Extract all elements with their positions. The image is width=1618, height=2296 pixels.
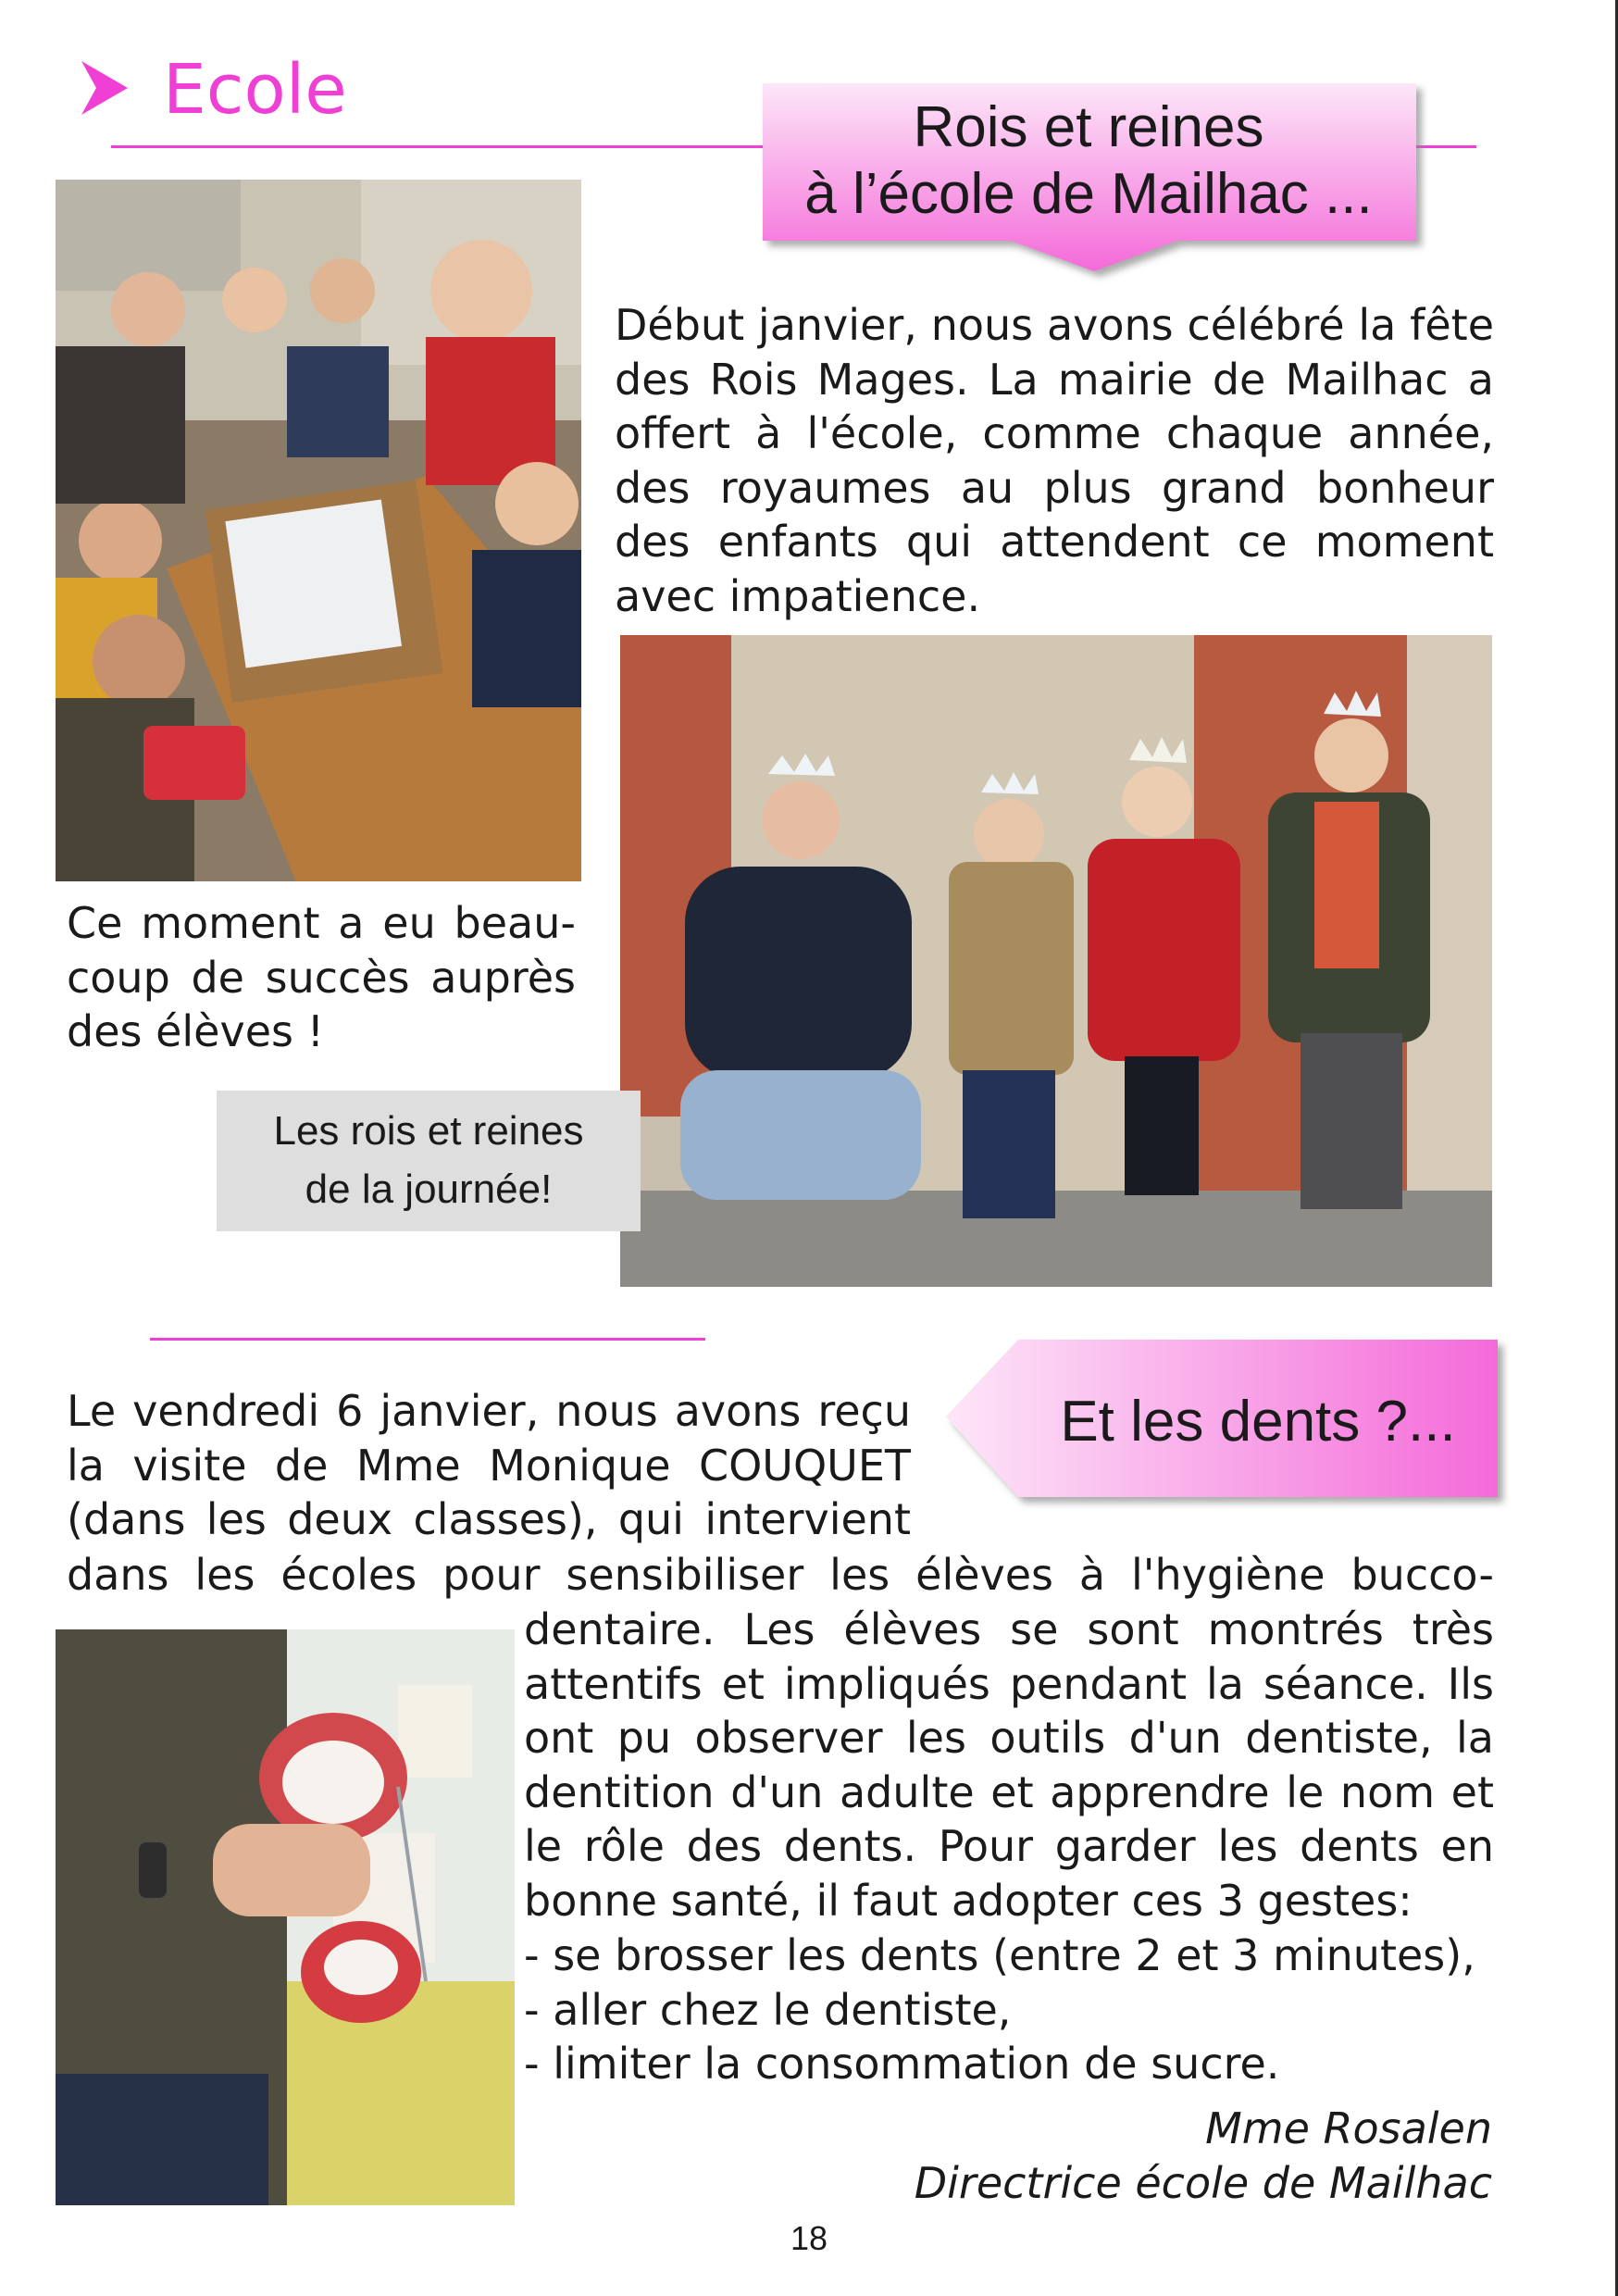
visit-paragraph-full: dans les écoles pour sensibiliser les élèves à l'hygiène bucco- bbox=[67, 1550, 1494, 1600]
caption-line2: de la journée! bbox=[305, 1167, 553, 1212]
visit-paragraph-right: dentaire. Les élèves se sont montrés très attentifs et impliqués pendant la séance. Ils ont pu observer les outils d'un dentiste, la dentition d'un adulte et apprendre le nom et le rôle des dents. Pour garder les dents en bonne santé, il faut adopter ces 3 gestes: bbox=[524, 1604, 1494, 1926]
list-item: - aller chez le dentiste, bbox=[524, 1984, 1012, 2035]
signature-role: Directrice école de Mailhac bbox=[914, 2158, 1492, 2208]
banner-title-2: Et les dents ?... bbox=[1060, 1390, 1456, 1454]
signature-name: Mme Rosalen bbox=[1205, 2103, 1492, 2153]
section-title: Ecole bbox=[163, 50, 347, 130]
visit-paragraph-top: Le vendredi 6 janvier, nous avons reçu la visite de Mme Monique COUQUET (dans les deux classes), qui intervient bbox=[67, 1386, 911, 1544]
signature bbox=[796, 2102, 1492, 2211]
success-paragraph: Ce moment a eu beau-coup de succès auprès des élèves ! bbox=[67, 898, 576, 1056]
banner-title-line2: à l’école de Mailhac ... bbox=[804, 162, 1373, 226]
caption-line1: Les rois et reines bbox=[273, 1108, 584, 1154]
section-divider bbox=[150, 1338, 705, 1341]
photo-kings-queens bbox=[620, 635, 1492, 1287]
list-item: - limiter la consommation de sucre. bbox=[524, 2039, 1280, 2089]
photo-caption bbox=[217, 1102, 641, 1218]
intro-paragraph: Début janvier, nous avons célébré la fête des Rois Mages. La mairie de Mailhac a offert à l'école, comme chaque année, des royaumes au plus grand bonheur des enfants qui attendent ce moment avec impatience. bbox=[615, 300, 1494, 621]
gestures-list bbox=[524, 1928, 1494, 2091]
chevron-right-icon bbox=[78, 59, 130, 117]
page-number: 18 bbox=[790, 2219, 828, 2257]
photo-dental-model bbox=[56, 1629, 515, 2205]
photo-children-table bbox=[56, 180, 581, 881]
banner-title-1 bbox=[761, 94, 1416, 228]
list-item: - se brosser les dents (entre 2 et 3 minutes), bbox=[524, 1930, 1475, 1980]
banner-title-line1: Rois et reines bbox=[913, 95, 1264, 159]
